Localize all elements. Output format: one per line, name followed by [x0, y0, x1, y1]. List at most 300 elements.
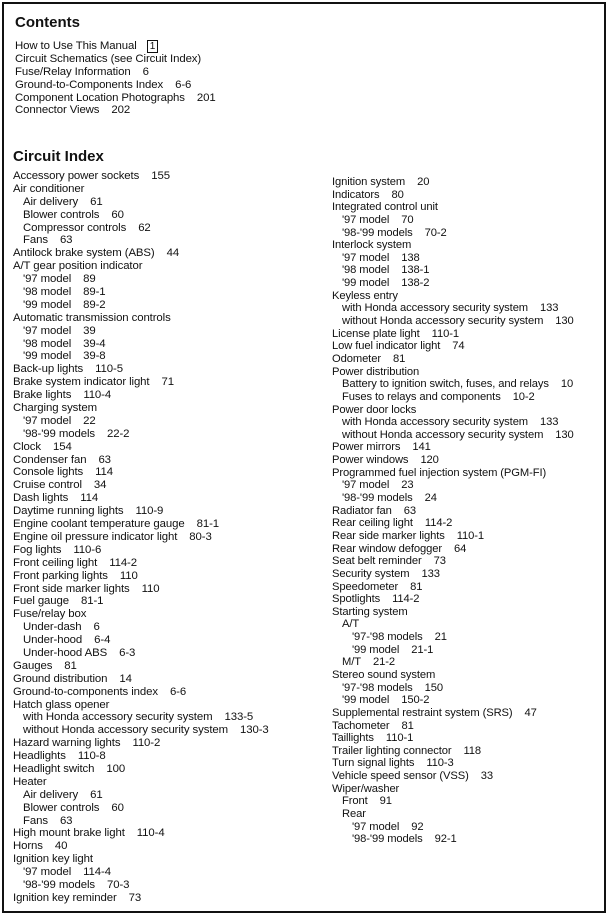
entry-page-number: 110-5 — [95, 363, 123, 376]
index-entry[interactable] — [13, 815, 309, 828]
entry-label: '99 model — [342, 277, 390, 290]
entry-page-number: 138-2 — [401, 277, 430, 290]
entry-page-number: 138-1 — [401, 264, 430, 277]
entry-page-number: 133-5 — [224, 711, 254, 724]
index-entry[interactable] — [332, 328, 608, 341]
entry-page-number: 110 — [141, 582, 160, 595]
entry-page-number: 61 — [90, 195, 103, 208]
entry-page-number: 21-1 — [411, 643, 434, 656]
entry-page-number: 20 — [417, 176, 430, 188]
entry-label: Radiator fan — [332, 504, 392, 517]
entry-label: A/T gear position indicator — [13, 260, 143, 273]
entry-label: '97 model — [23, 414, 72, 427]
index-entry[interactable] — [13, 505, 309, 518]
entry-label: Trailer lighting connector — [332, 744, 452, 757]
index-entry[interactable] — [332, 404, 608, 417]
index-entry[interactable] — [332, 378, 608, 391]
entry-label: with Honda accessory security system — [342, 416, 529, 429]
index-entry[interactable] — [332, 543, 608, 556]
index-entry[interactable] — [13, 260, 309, 273]
index-entry[interactable] — [13, 312, 309, 325]
entry-page-number: 6-6 — [175, 78, 192, 91]
entry-label: Console lights — [13, 466, 84, 479]
index-entry[interactable] — [13, 879, 309, 892]
entry-label: Horns — [13, 840, 43, 853]
entry-page-number: 110-1 — [385, 732, 414, 745]
index-entry[interactable] — [13, 647, 309, 660]
entry-label: Power windows — [332, 454, 409, 467]
entry-page-number: 71 — [161, 376, 174, 389]
entry-label: Gauges — [13, 659, 53, 672]
index-entry[interactable] — [13, 170, 309, 183]
entry-label: Spotlights — [332, 593, 381, 606]
index-entry[interactable] — [332, 745, 608, 758]
index-entry[interactable] — [13, 853, 309, 866]
entry-page-number: 91 — [379, 795, 392, 808]
entry-page-number: 110-1 — [431, 327, 459, 340]
entry-page-number: 114 — [95, 466, 114, 479]
entry-label: '98 model — [23, 337, 72, 350]
index-entry[interactable] — [332, 644, 608, 657]
index-entry[interactable] — [332, 720, 608, 733]
index-entry[interactable] — [332, 214, 608, 227]
entry-label: Battery to ignition switch, fuses, and relays — [342, 378, 549, 391]
entry-label: Power door locks — [332, 403, 417, 416]
index-entry[interactable] — [13, 441, 309, 454]
entry-page-number: 202 — [111, 104, 131, 117]
entry-page-number: 74 — [452, 340, 465, 353]
index-entry[interactable] — [332, 467, 608, 480]
entry-page-number: 110-4 — [136, 827, 165, 840]
entry-label: Odometer — [332, 352, 381, 365]
entry-page-number: 23 — [401, 479, 414, 492]
entry-page-number: 63 — [59, 234, 73, 247]
entry-label: '99 model — [352, 643, 400, 656]
entry-page-number: 89-2 — [83, 298, 106, 311]
entry-label: Front — [342, 795, 368, 808]
entry-page-number: 114-2 — [424, 517, 453, 530]
entry-label: Front parking lights — [13, 569, 108, 582]
index-entry[interactable] — [332, 568, 608, 581]
index-entry[interactable] — [332, 391, 608, 404]
index-entry[interactable] — [13, 750, 309, 763]
entry-label: without Honda accessory security system — [342, 428, 544, 441]
entry-page-number: 21-2 — [372, 656, 395, 669]
entry-label: '97-'98 models — [342, 681, 413, 694]
entry-page-number: 70 — [401, 213, 414, 226]
index-entry[interactable] — [13, 247, 309, 260]
index-entry[interactable] — [13, 634, 309, 647]
index-entry[interactable] — [15, 53, 345, 66]
entry-label: Turn signal lights — [332, 757, 415, 770]
entry-page-number: 110-4 — [83, 389, 112, 402]
index-entry[interactable] — [13, 286, 309, 299]
entry-page-number: 6-3 — [119, 646, 136, 659]
index-entry[interactable] — [332, 631, 608, 644]
entry-label: Front side marker lights — [13, 582, 130, 595]
index-entry[interactable] — [332, 757, 608, 770]
entry-page-number: 155 — [151, 170, 170, 182]
entry-label: A/T — [342, 618, 360, 631]
index-entry[interactable] — [13, 621, 309, 634]
index-entry[interactable] — [13, 802, 309, 815]
index-entry[interactable] — [15, 40, 345, 53]
index-entry[interactable] — [13, 222, 309, 235]
entry-label: Circuit Schematics (see Circuit Index) — [15, 52, 202, 65]
entry-page-number: 138 — [401, 251, 420, 264]
entry-page-number: 1 — [147, 40, 158, 53]
index-entry[interactable] — [13, 454, 309, 467]
index-entry[interactable] — [332, 302, 608, 315]
entry-page-number: 22-2 — [106, 427, 130, 440]
index-entry[interactable] — [13, 827, 309, 840]
entry-label: Daytime running lights — [13, 505, 124, 518]
entry-label: Under-dash — [23, 621, 82, 634]
index-entry[interactable] — [13, 350, 309, 363]
index-entry[interactable] — [13, 479, 309, 492]
entry-page-number: 81 — [392, 352, 406, 365]
entry-page-number: 110-2 — [132, 737, 161, 750]
index-entry[interactable] — [332, 492, 608, 505]
entry-page-number: 201 — [196, 91, 216, 104]
index-entry[interactable] — [332, 795, 608, 808]
entry-label: Rear ceiling light — [332, 517, 413, 530]
index-entry[interactable] — [332, 593, 608, 606]
index-entry[interactable] — [13, 544, 309, 557]
index-entry[interactable] — [13, 273, 309, 286]
circuit-index-right-column — [332, 176, 608, 846]
entry-label: '98 model — [342, 264, 390, 277]
entry-label: Blower controls — [23, 208, 100, 221]
entry-page-number: 80 — [391, 188, 404, 201]
index-entry[interactable] — [13, 724, 309, 737]
entry-page-number: 114-4 — [83, 866, 111, 879]
index-entry[interactable] — [13, 325, 309, 338]
entry-label: Antilock brake system (ABS) — [13, 247, 155, 260]
entry-page-number: 114-2 — [392, 593, 420, 606]
index-entry[interactable] — [13, 338, 309, 351]
entry-page-number: 92 — [411, 820, 424, 833]
entry-label: '97 model — [23, 866, 72, 879]
entry-page-number: 118 — [463, 744, 482, 757]
entry-page-number: 114 — [80, 492, 99, 505]
index-entry[interactable] — [13, 583, 309, 596]
entry-page-number: 130 — [555, 315, 574, 328]
index-entry[interactable] — [13, 299, 309, 312]
index-entry[interactable] — [13, 699, 309, 712]
index-entry[interactable] — [13, 608, 309, 621]
index-entry[interactable] — [13, 776, 309, 789]
entry-label: without Honda accessory security system — [342, 315, 544, 328]
contents-list — [15, 40, 345, 117]
entry-label: '99 model — [342, 694, 390, 707]
entry-label: Integrated control unit — [332, 201, 438, 214]
entry-page-number: 92-1 — [434, 833, 457, 846]
entry-page-number: 6 — [142, 65, 149, 78]
circuit-index-heading: Circuit Index — [13, 148, 104, 165]
entry-label: Rear — [342, 808, 366, 821]
entry-label: Taillights — [332, 732, 374, 745]
entry-label: Condenser fan — [13, 453, 87, 466]
entry-page-number: 80-3 — [189, 530, 212, 543]
index-entry[interactable] — [13, 402, 309, 415]
entry-page-number: 89-1 — [83, 286, 106, 299]
index-entry[interactable] — [13, 557, 309, 570]
index-entry[interactable] — [13, 518, 309, 531]
entry-page-number: 110-1 — [456, 529, 485, 542]
entry-label: '97 model — [342, 251, 390, 264]
entry-label: with Honda accessory security system — [23, 711, 213, 724]
entry-page-number: 61 — [90, 788, 103, 801]
index-entry[interactable] — [332, 581, 608, 594]
entry-page-number: 6-6 — [169, 685, 187, 698]
index-entry[interactable] — [332, 682, 608, 695]
entry-label: '99 model — [23, 350, 72, 363]
entry-label: Engine oil pressure indicator light — [13, 530, 178, 543]
entry-label: Programmed fuel injection system (PGM-FI) — [332, 466, 547, 479]
index-entry[interactable] — [332, 618, 608, 631]
entry-label: Fans — [23, 814, 48, 827]
entry-label: '98-'99 models — [352, 833, 423, 846]
entry-label: M/T — [342, 656, 361, 669]
entry-page-number: 150 — [424, 681, 444, 694]
entry-page-number: 6-4 — [94, 634, 111, 647]
entry-page-number: 10-2 — [512, 390, 535, 403]
index-entry[interactable] — [332, 239, 608, 252]
entry-page-number: 81-1 — [81, 595, 104, 608]
index-entry[interactable] — [332, 277, 608, 290]
entry-label: Ground-to-components index — [13, 685, 158, 698]
entry-page-number: 33 — [480, 770, 493, 783]
index-entry[interactable] — [13, 763, 309, 776]
index-entry[interactable] — [13, 234, 309, 247]
entry-page-number: 89 — [83, 273, 96, 286]
index-entry[interactable] — [332, 176, 608, 189]
entry-label: '98-'99 models — [23, 878, 95, 891]
index-entry[interactable] — [332, 315, 608, 328]
index-entry[interactable] — [332, 808, 608, 821]
index-entry[interactable] — [13, 376, 309, 389]
index-entry[interactable] — [15, 104, 345, 117]
index-entry[interactable] — [13, 492, 309, 505]
entry-label: '97-'98 models — [352, 631, 423, 644]
index-entry[interactable] — [13, 531, 309, 544]
entry-label: Component Location Photographs — [15, 91, 185, 104]
entry-label: Rear window defogger — [332, 542, 442, 555]
entry-label: Accessory power sockets — [13, 170, 140, 182]
index-entry[interactable] — [332, 479, 608, 492]
index-entry[interactable] — [332, 656, 608, 669]
entry-label: Under-hood ABS — [23, 646, 108, 659]
index-entry[interactable] — [332, 201, 608, 214]
index-entry[interactable] — [13, 840, 309, 853]
entry-label: Indicators — [332, 188, 380, 201]
entry-label: Air delivery — [23, 788, 79, 801]
index-entry[interactable] — [332, 732, 608, 745]
entry-label: Blower controls — [23, 801, 100, 814]
index-entry[interactable] — [332, 290, 608, 303]
entry-page-number: 133 — [540, 302, 559, 315]
index-entry[interactable] — [15, 79, 345, 92]
index-entry[interactable] — [13, 595, 309, 608]
index-entry[interactable] — [13, 196, 309, 209]
entry-page-number: 40 — [54, 840, 68, 853]
index-entry[interactable] — [13, 466, 309, 479]
entry-label: Cruise control — [13, 479, 82, 492]
entry-label: Ignition key light — [13, 853, 93, 866]
entry-label: '97 model — [352, 820, 400, 833]
index-entry[interactable] — [13, 209, 309, 222]
entry-label: Power mirrors — [332, 441, 401, 454]
index-entry[interactable] — [332, 530, 608, 543]
index-entry[interactable] — [13, 363, 309, 376]
entry-label: Clock — [13, 440, 41, 453]
index-entry[interactable] — [332, 366, 608, 379]
index-entry[interactable] — [15, 66, 345, 79]
entry-label: '97 model — [23, 273, 72, 286]
entry-label: Starting system — [332, 605, 408, 618]
entry-label: Hazard warning lights — [13, 737, 121, 750]
entry-label: Interlock system — [332, 239, 412, 252]
index-entry[interactable] — [332, 517, 608, 530]
index-entry[interactable] — [332, 833, 608, 846]
entry-page-number: 64 — [453, 542, 467, 555]
entry-page-number: 14 — [119, 672, 132, 685]
entry-label: '98-'99 models — [342, 492, 413, 505]
entry-page-number: 44 — [166, 247, 180, 260]
index-entry[interactable] — [332, 694, 608, 707]
entry-page-number: 81 — [401, 719, 414, 732]
entry-page-number: 130-3 — [240, 724, 269, 737]
contents-heading: Contents — [15, 14, 80, 31]
entry-page-number: 34 — [93, 479, 107, 492]
index-entry[interactable] — [332, 707, 608, 720]
entry-label: Compressor controls — [23, 221, 127, 234]
entry-label: Engine coolant temperature gauge — [13, 518, 185, 531]
entry-page-number: 70-3 — [106, 878, 130, 891]
entry-page-number: 73 — [128, 891, 142, 904]
entry-page-number: 120 — [420, 454, 439, 467]
entry-page-number: 39 — [83, 324, 96, 337]
entry-label: '99 model — [23, 298, 72, 311]
entry-label: Back-up lights — [13, 363, 84, 376]
index-entry[interactable] — [332, 783, 608, 796]
entry-label: Charging system — [13, 402, 97, 415]
index-entry[interactable] — [332, 252, 608, 265]
index-entry[interactable] — [13, 711, 309, 724]
entry-page-number: 110 — [119, 569, 138, 582]
index-entry[interactable] — [332, 429, 608, 442]
entry-label: Fuses to relays and components — [342, 390, 501, 403]
index-entry[interactable] — [332, 264, 608, 277]
index-entry[interactable] — [332, 770, 608, 783]
entry-label: Ground-to-Components Index — [15, 78, 164, 91]
index-entry[interactable] — [13, 428, 309, 441]
index-entry[interactable] — [13, 415, 309, 428]
index-entry[interactable] — [332, 454, 608, 467]
entry-page-number: 39-8 — [83, 350, 106, 363]
entry-label: '98 model — [23, 286, 72, 299]
index-entry[interactable] — [13, 737, 309, 750]
index-entry[interactable] — [332, 189, 608, 202]
entry-label: Power distribution — [332, 365, 420, 378]
index-entry[interactable] — [332, 821, 608, 834]
entry-page-number: 133 — [421, 567, 440, 580]
entry-page-number: 110-3 — [426, 757, 454, 770]
entry-page-number: 81 — [64, 659, 77, 672]
entry-label: Ground distribution — [13, 672, 108, 685]
entry-page-number: 60 — [111, 801, 124, 814]
index-entry[interactable] — [15, 92, 345, 105]
index-entry[interactable] — [332, 669, 608, 682]
entry-page-number: 110-6 — [73, 543, 102, 556]
entry-page-number: 110-8 — [77, 750, 106, 763]
entry-page-number: 47 — [524, 706, 537, 719]
entry-label: Rear side marker lights — [332, 529, 445, 542]
entry-label: Supplemental restraint system (SRS) — [332, 706, 513, 719]
index-entry[interactable] — [332, 340, 608, 353]
entry-label: '98-'99 models — [342, 226, 413, 239]
entry-page-number: 133 — [540, 416, 559, 429]
index-entry[interactable] — [332, 441, 608, 454]
index-entry[interactable] — [332, 505, 608, 518]
entry-page-number: 81 — [410, 580, 423, 593]
entry-label: Headlights — [13, 750, 66, 763]
entry-page-number: 63 — [59, 814, 73, 827]
entry-label: Fuse/relay box — [13, 608, 87, 621]
index-entry[interactable] — [332, 353, 608, 366]
entry-page-number: 63 — [403, 504, 416, 517]
index-entry[interactable] — [13, 892, 309, 905]
circuit-index-left-column — [13, 170, 309, 905]
entry-page-number: 150-2 — [401, 694, 430, 707]
entry-label: Tachometer — [332, 719, 390, 732]
entry-label: Hatch glass opener — [13, 698, 110, 711]
index-entry[interactable] — [332, 227, 608, 240]
index-entry[interactable] — [13, 789, 309, 802]
entry-label: '98-'99 models — [23, 427, 95, 440]
index-entry[interactable] — [13, 660, 309, 673]
entry-page-number: 60 — [111, 208, 124, 221]
entry-label: Automatic transmission controls — [13, 311, 171, 324]
index-entry[interactable] — [13, 673, 309, 686]
index-entry[interactable] — [13, 389, 309, 402]
entry-page-number: 39-4 — [83, 337, 106, 350]
index-entry[interactable] — [332, 555, 608, 568]
entry-page-number: 100 — [106, 762, 126, 775]
index-entry[interactable] — [13, 686, 309, 699]
entry-label: '97 model — [23, 324, 72, 337]
entry-page-number: 141 — [412, 441, 431, 454]
index-entry[interactable] — [332, 416, 608, 429]
entry-label: Security system — [332, 567, 410, 580]
index-entry[interactable] — [13, 183, 309, 196]
entry-label: Low fuel indicator light — [332, 340, 441, 353]
entry-label: Seat belt reminder — [332, 555, 422, 568]
entry-label: Fuel gauge — [13, 595, 69, 608]
entry-page-number: 10 — [560, 378, 574, 391]
index-entry[interactable] — [332, 606, 608, 619]
index-entry[interactable] — [13, 866, 309, 879]
entry-label: High mount brake light — [13, 827, 125, 840]
entry-label: License plate light — [332, 327, 420, 340]
entry-label: with Honda accessory security system — [342, 302, 529, 315]
entry-label: Heater — [13, 775, 47, 788]
entry-page-number: 21 — [434, 631, 447, 644]
index-entry[interactable] — [13, 570, 309, 583]
entry-page-number: 110-9 — [135, 505, 164, 518]
entry-page-number: 22 — [83, 414, 96, 427]
